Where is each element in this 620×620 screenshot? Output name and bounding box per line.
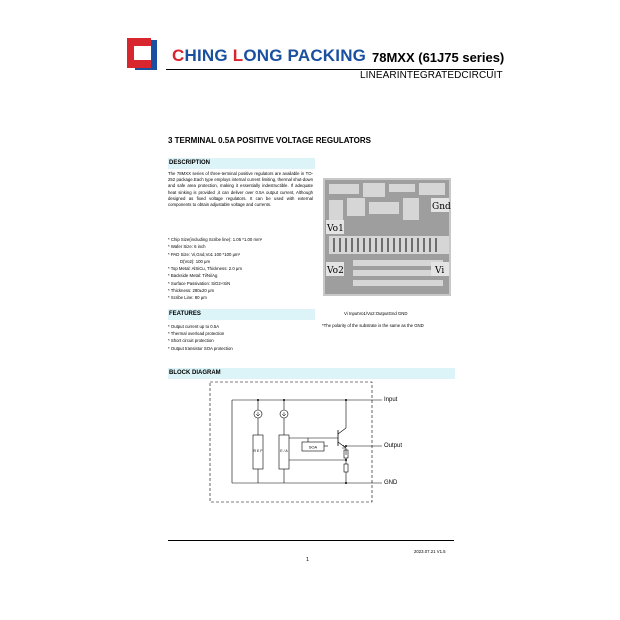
- spec-item: * Backside Metal: Ti/Ni/Ag: [168, 273, 218, 279]
- company-name-hing: HING: [184, 46, 233, 65]
- features-heading: FEATURES: [168, 309, 315, 320]
- soa-label: SOA: [308, 444, 318, 450]
- ref-label: R E F: [253, 449, 263, 453]
- spec-item: * PAD Size: Vi,Gnd,Vo1 100 *100 μm²: [168, 251, 241, 257]
- ea-label: E / A: [280, 449, 288, 453]
- spec-item: * Surface Passivation: SiO2+SiN: [168, 280, 231, 286]
- input-label: Input: [384, 397, 398, 403]
- spec-item: D(Vo2): 100 μm: [168, 258, 211, 264]
- die-layout-image: [323, 178, 451, 296]
- document-title: 3 TERMINAL 0.5A POSITIVE VOLTAGE REGULATORS: [168, 136, 371, 145]
- die-label-vo1: Vo1: [327, 224, 344, 234]
- header-subtitle: LINEARINTEGRATEDCIRCUIT: [360, 70, 503, 81]
- pad-caption: Vi InputVo1/Vo2:OutputGnd GND: [344, 311, 408, 316]
- company-name-c: C: [172, 46, 185, 65]
- page-number: 1: [306, 557, 310, 563]
- spec-item: * Thickness: 280±20 μm: [168, 288, 215, 294]
- block-diagram-heading: BLOCK DIAGRAM: [168, 368, 455, 379]
- revision-date: 2023.07.21 V1.5: [414, 549, 446, 554]
- block-diagram: [168, 380, 458, 510]
- substrate-note: *The polarity of the substrate is the same as the GND: [322, 323, 424, 328]
- spec-list: [168, 236, 318, 302]
- feature-item: * Short circuit protection: [168, 338, 214, 344]
- spec-item: * Wafer Size: 6 inch: [168, 244, 206, 250]
- description-heading: DESCRIPTION: [168, 158, 315, 169]
- company-logo-icon: [127, 38, 159, 72]
- features-list: [168, 323, 233, 352]
- gnd-label: GND: [384, 480, 398, 486]
- spec-item: * Top Metal: AlSiCu, Thickness: 2.0 μm: [168, 266, 242, 272]
- die-label-vi: Vi: [435, 266, 445, 276]
- feature-item: * Output current up to 0.5A: [168, 324, 220, 329]
- spec-item: * Scribe Line: 80 μm: [168, 295, 207, 301]
- series-title: 78MXX (61J75 series): [372, 50, 505, 65]
- output-label: Output: [384, 443, 403, 449]
- die-label-gnd: Gnd: [432, 202, 451, 212]
- feature-item: * Output transistor SOA protection: [168, 345, 233, 351]
- die-label-vo2: Vo2: [327, 266, 344, 276]
- description-paragraph: The 78MXX series of three-terminal positive regulators are available in TO-252 package.Each type employs internal current limiting, thermal shut-down and safe area protection, making it essentially indestructible. If adequate heat sinking is provided ,it can deliver over 0.5A output current, Although designed as fixed voltage regulators. It can be used with external components to obtain adjustable voltage and currents.: [168, 171, 313, 208]
- feature-item: * Thermal overload protection: [168, 331, 225, 337]
- company-name-l: L: [232, 46, 244, 65]
- footer-divider: [168, 540, 454, 541]
- company-name: [172, 46, 366, 66]
- spec-item: * Chip Size(including Scribe line): 1.05 *1.00 mm²: [168, 237, 263, 242]
- company-name-rest: ONG PACKING: [243, 46, 367, 65]
